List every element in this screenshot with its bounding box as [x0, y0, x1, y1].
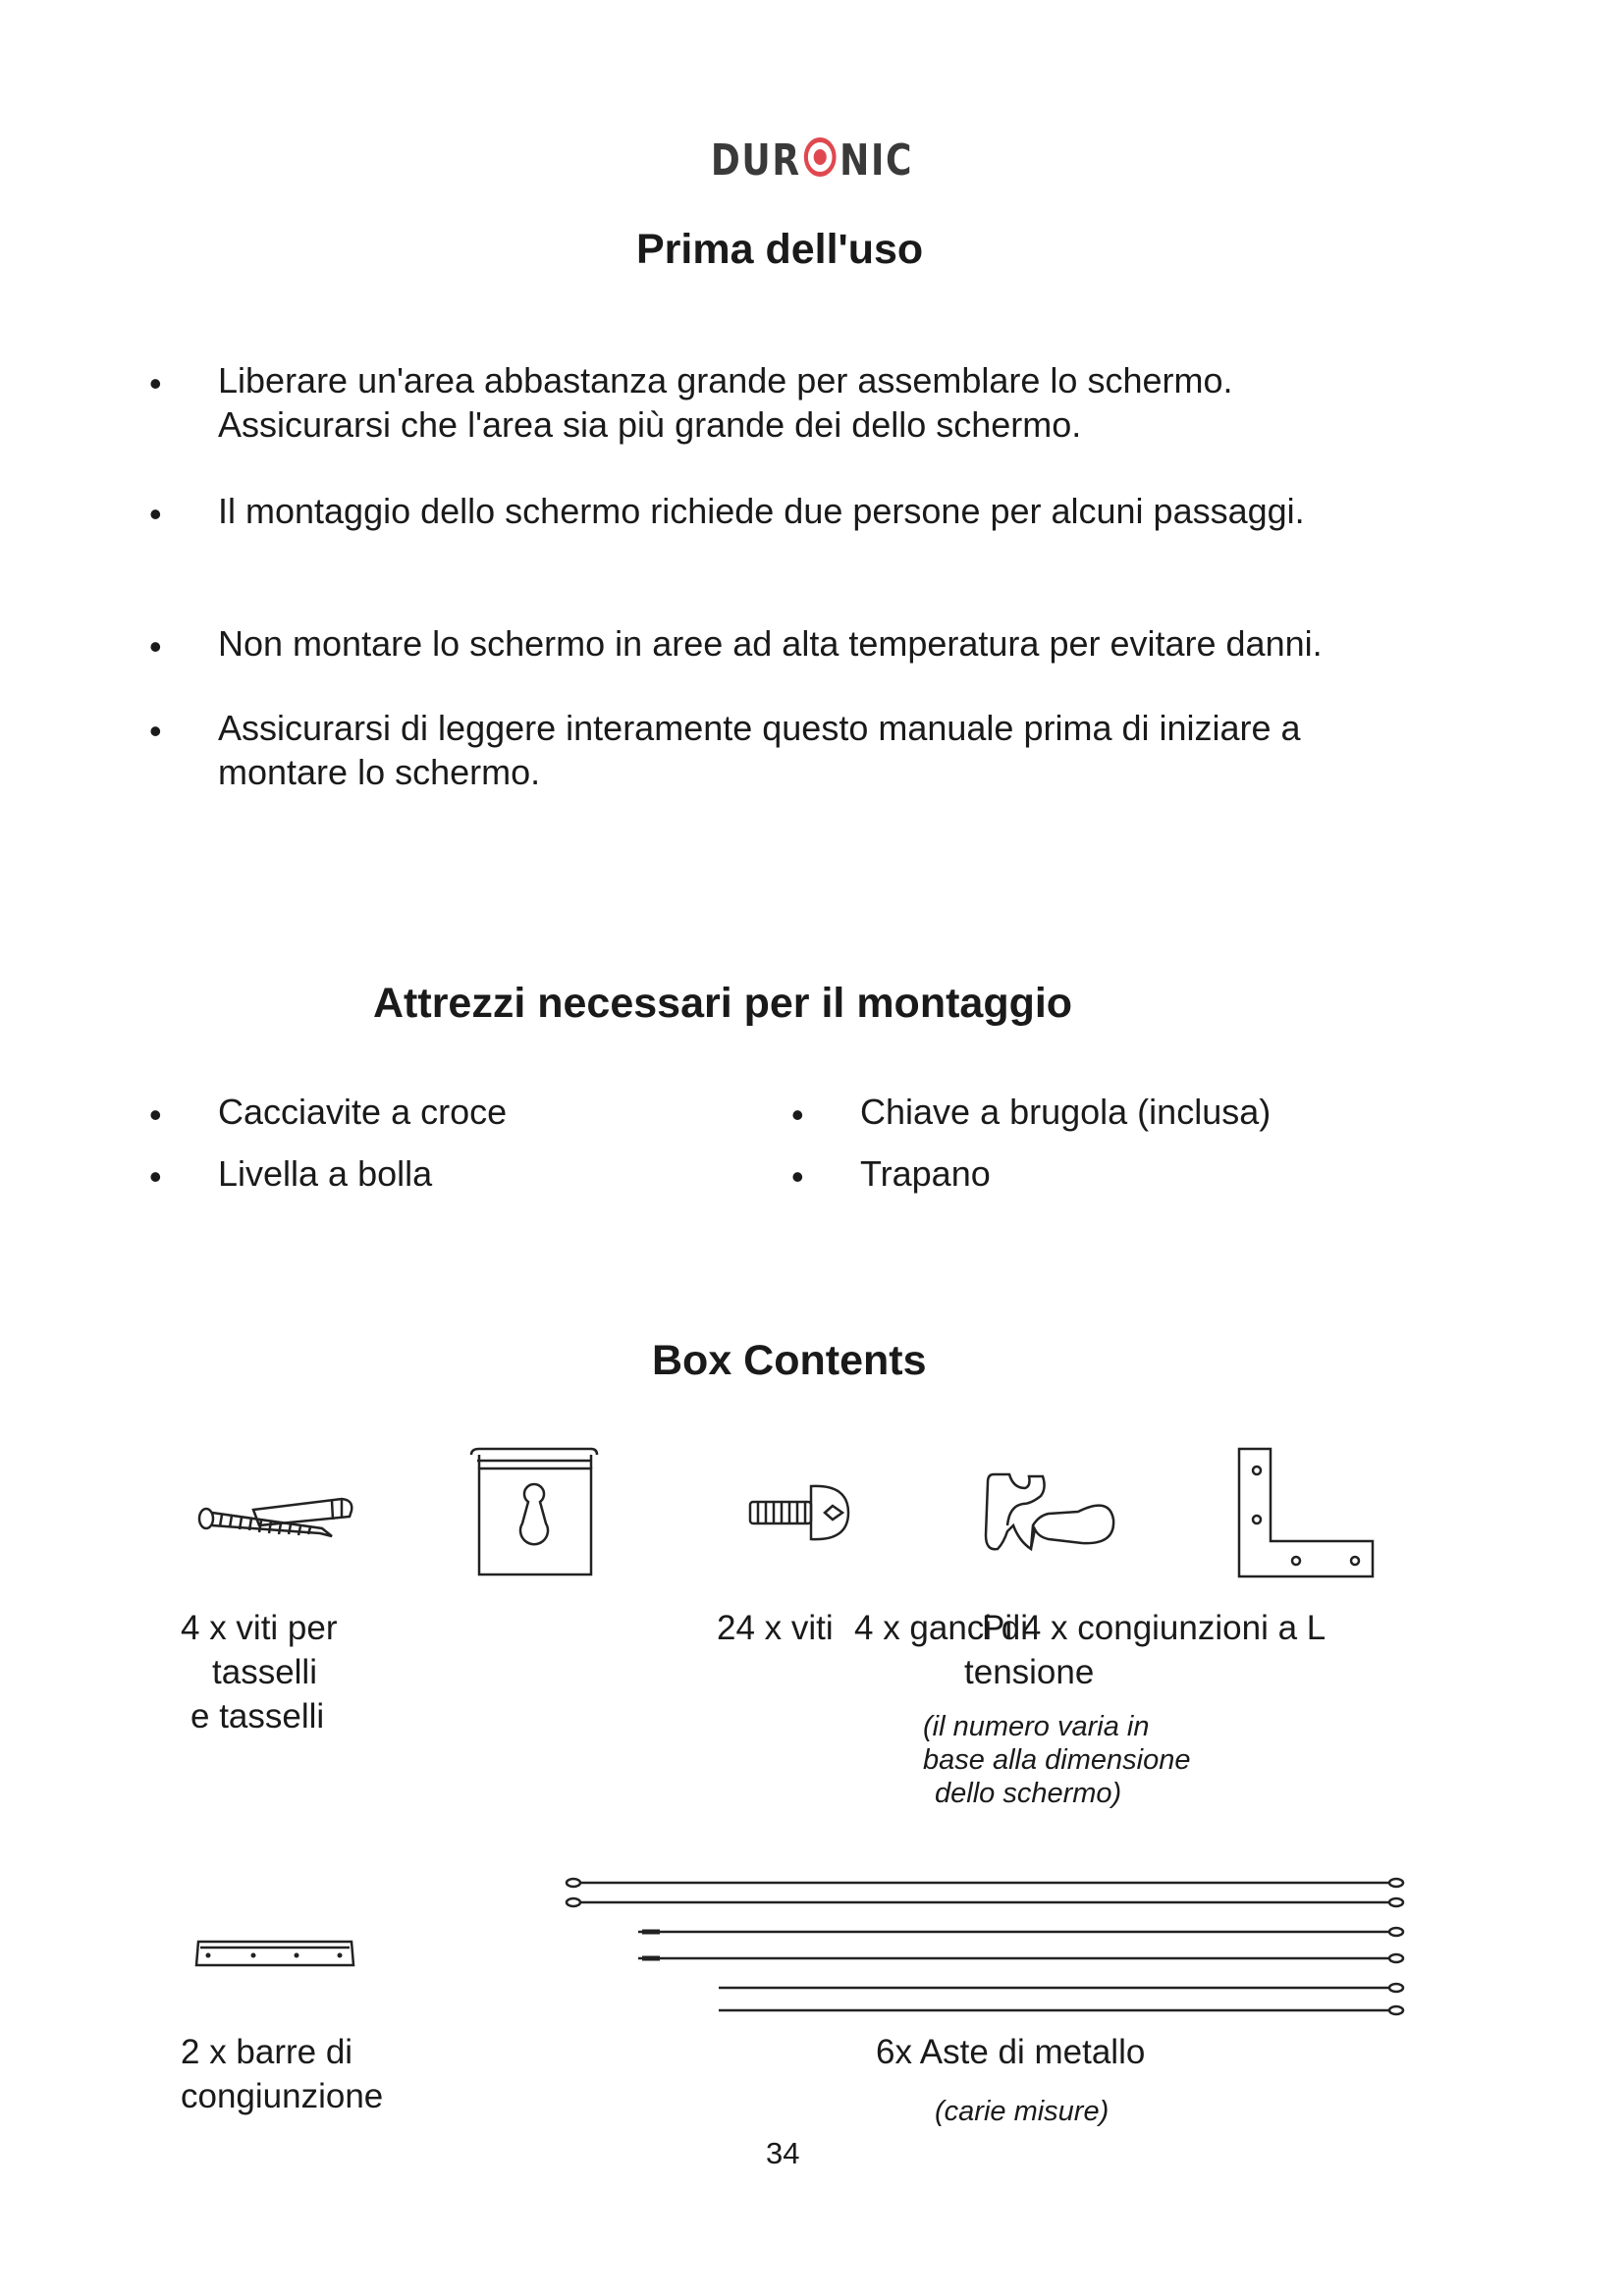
- screw-and-plug-icon: [194, 1482, 361, 1551]
- bolt-icon: [746, 1480, 854, 1545]
- tool-item: Livella a bolla: [218, 1153, 433, 1194]
- tool-item: Chiave a brugola (inclusa): [860, 1092, 1272, 1132]
- metal-rods-icon: [562, 1873, 1416, 2020]
- tool-item: Cacciavite a croce: [218, 1092, 508, 1132]
- bullet-icon: •: [791, 1095, 804, 1135]
- heading-prima-uso: Prima dell'uso: [636, 226, 924, 273]
- bullet-icon: •: [149, 626, 162, 667]
- bullet-icon: •: [149, 1095, 162, 1135]
- tool-item: Trapano: [860, 1153, 991, 1194]
- bullet-icon: •: [791, 1156, 804, 1197]
- caption-bolts: 24 x viti: [717, 1609, 834, 1647]
- page-number: 34: [766, 2136, 800, 2170]
- list-item: Non montare lo schermo in aree ad alta temperatura per evitare danni.: [218, 623, 1323, 664]
- bullet-icon: •: [149, 494, 162, 534]
- caption-connecting-bars: 2 x barre di congiunzione: [181, 2033, 384, 2115]
- l-bracket-icon: [1235, 1447, 1379, 1580]
- list-item: Assicurarsi di leggere interamente questo manuale prima di iniziare a montare lo schermo.: [218, 708, 1301, 792]
- tension-hook-icon: [980, 1467, 1117, 1557]
- bullet-icon: •: [149, 711, 162, 751]
- caption-screws: 4 x viti per tasselli e tasselli: [181, 1609, 338, 1735]
- caption-metal-rods: 6x Aste di metallo: [876, 2033, 1146, 2071]
- note-rod-sizes: (carie misure): [935, 2096, 1110, 2127]
- keyhole-bracket-icon: [469, 1447, 599, 1578]
- list-item: Liberare un'area abbastanza grande per assemblare lo schermo. Assicurarsi che l'area sia più grande dei dello schermo.: [218, 360, 1233, 445]
- caption-tension-hooks: 4 x ganci di tensione: [854, 1609, 1095, 1691]
- caption-l-brackets: Pi 4 x congiunzioni a L: [982, 1609, 1326, 1647]
- heading-attrezzi: Attrezzi necessari per il montaggio: [373, 980, 1073, 1027]
- list-item: Il montaggio dello schermo richiede due persone per alcuni passaggi.: [218, 491, 1305, 531]
- duronic-logo: DUR NIC: [710, 135, 914, 186]
- connecting-bar-icon: [192, 1936, 357, 1969]
- note-tension-quantity: (il numero varia in base alla dimensione dello schermo): [923, 1711, 1191, 1809]
- bullet-icon: •: [149, 1156, 162, 1197]
- heading-box-contents: Box Contents: [652, 1337, 927, 1384]
- bullet-icon: •: [149, 363, 162, 403]
- power-icon: [804, 137, 837, 177]
